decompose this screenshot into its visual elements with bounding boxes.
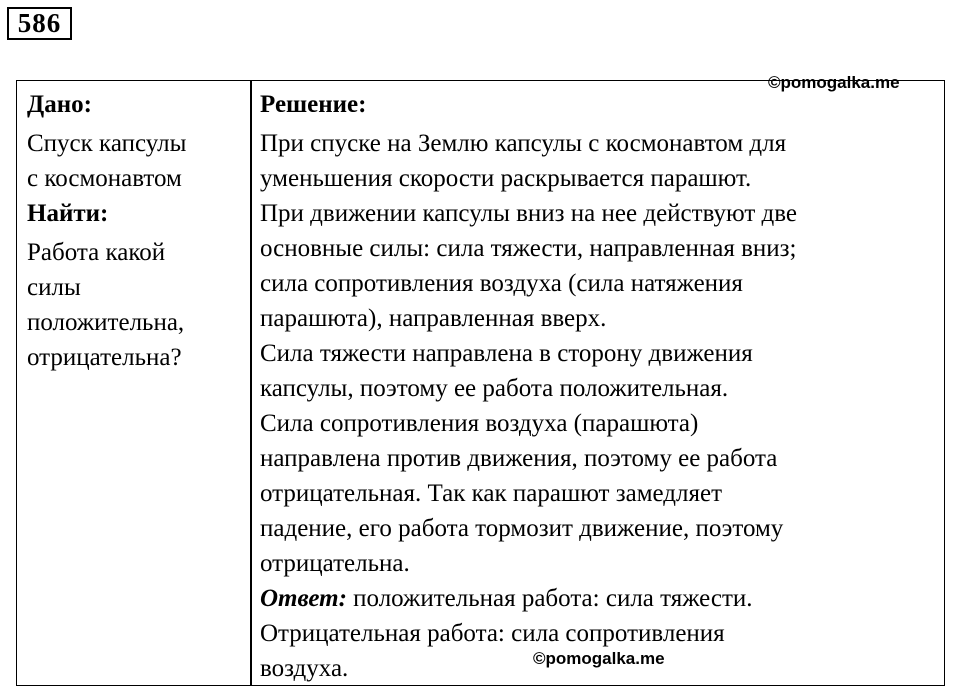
find-line: Работа какой (27, 239, 166, 266)
given-line: с космонавтом (27, 165, 182, 192)
solution-line: Сила тяжести направлена в сторону движения (260, 340, 753, 367)
solution-line: При спуске на Землю капсулы с космонавтом для (260, 130, 787, 157)
solution-heading: Решение: (260, 91, 367, 118)
solution-line: парашюта), направленная вверх. (260, 305, 607, 332)
solution-line: отрицательная. Так как парашют замедляет (260, 480, 722, 507)
solution-line: отрицательна. (260, 550, 410, 577)
given-line: Спуск капсулы (27, 130, 187, 157)
find-line: силы (27, 274, 81, 301)
answer-line: Отрицательная работа: сила сопротивления (260, 620, 725, 647)
solution-line: При движении капсулы вниз на нее действуют две (260, 200, 798, 227)
given-column (27, 87, 245, 375)
solution-line: падение, его работа тормозит движение, поэтому (260, 515, 784, 542)
solution-line: уменьшения скорости раскрывается парашют. (260, 165, 752, 192)
solution-table (16, 80, 945, 686)
solution-line: капсулы, поэтому ее работа положительная. (260, 375, 729, 402)
answer-line: воздуха. (260, 655, 349, 682)
answer-line (260, 581, 940, 616)
solution-line: Сила сопротивления воздуха (парашюта) (260, 410, 699, 437)
solution-line: сила сопротивления воздуха (сила натяжения (260, 270, 743, 297)
answer-text: положительная работа: сила тяжести. (346, 585, 753, 612)
find-line: положительна, (27, 309, 185, 336)
find-heading: Найти: (27, 200, 109, 227)
find-line: отрицательна? (27, 344, 182, 371)
watermark-bottom: ©pomogalka.me (533, 649, 665, 668)
watermark-top: ©pomogalka.me (768, 73, 900, 92)
solution-line: направлена против движения, поэтому ее работа (260, 445, 778, 472)
solution-line: основные силы: сила тяжести, направленная вниз; (260, 235, 797, 262)
problem-number: 586 (7, 7, 72, 40)
given-heading: Дано: (27, 91, 92, 118)
solution-column (260, 87, 940, 686)
answer-label: Ответ: (260, 585, 347, 612)
column-divider (250, 81, 252, 685)
